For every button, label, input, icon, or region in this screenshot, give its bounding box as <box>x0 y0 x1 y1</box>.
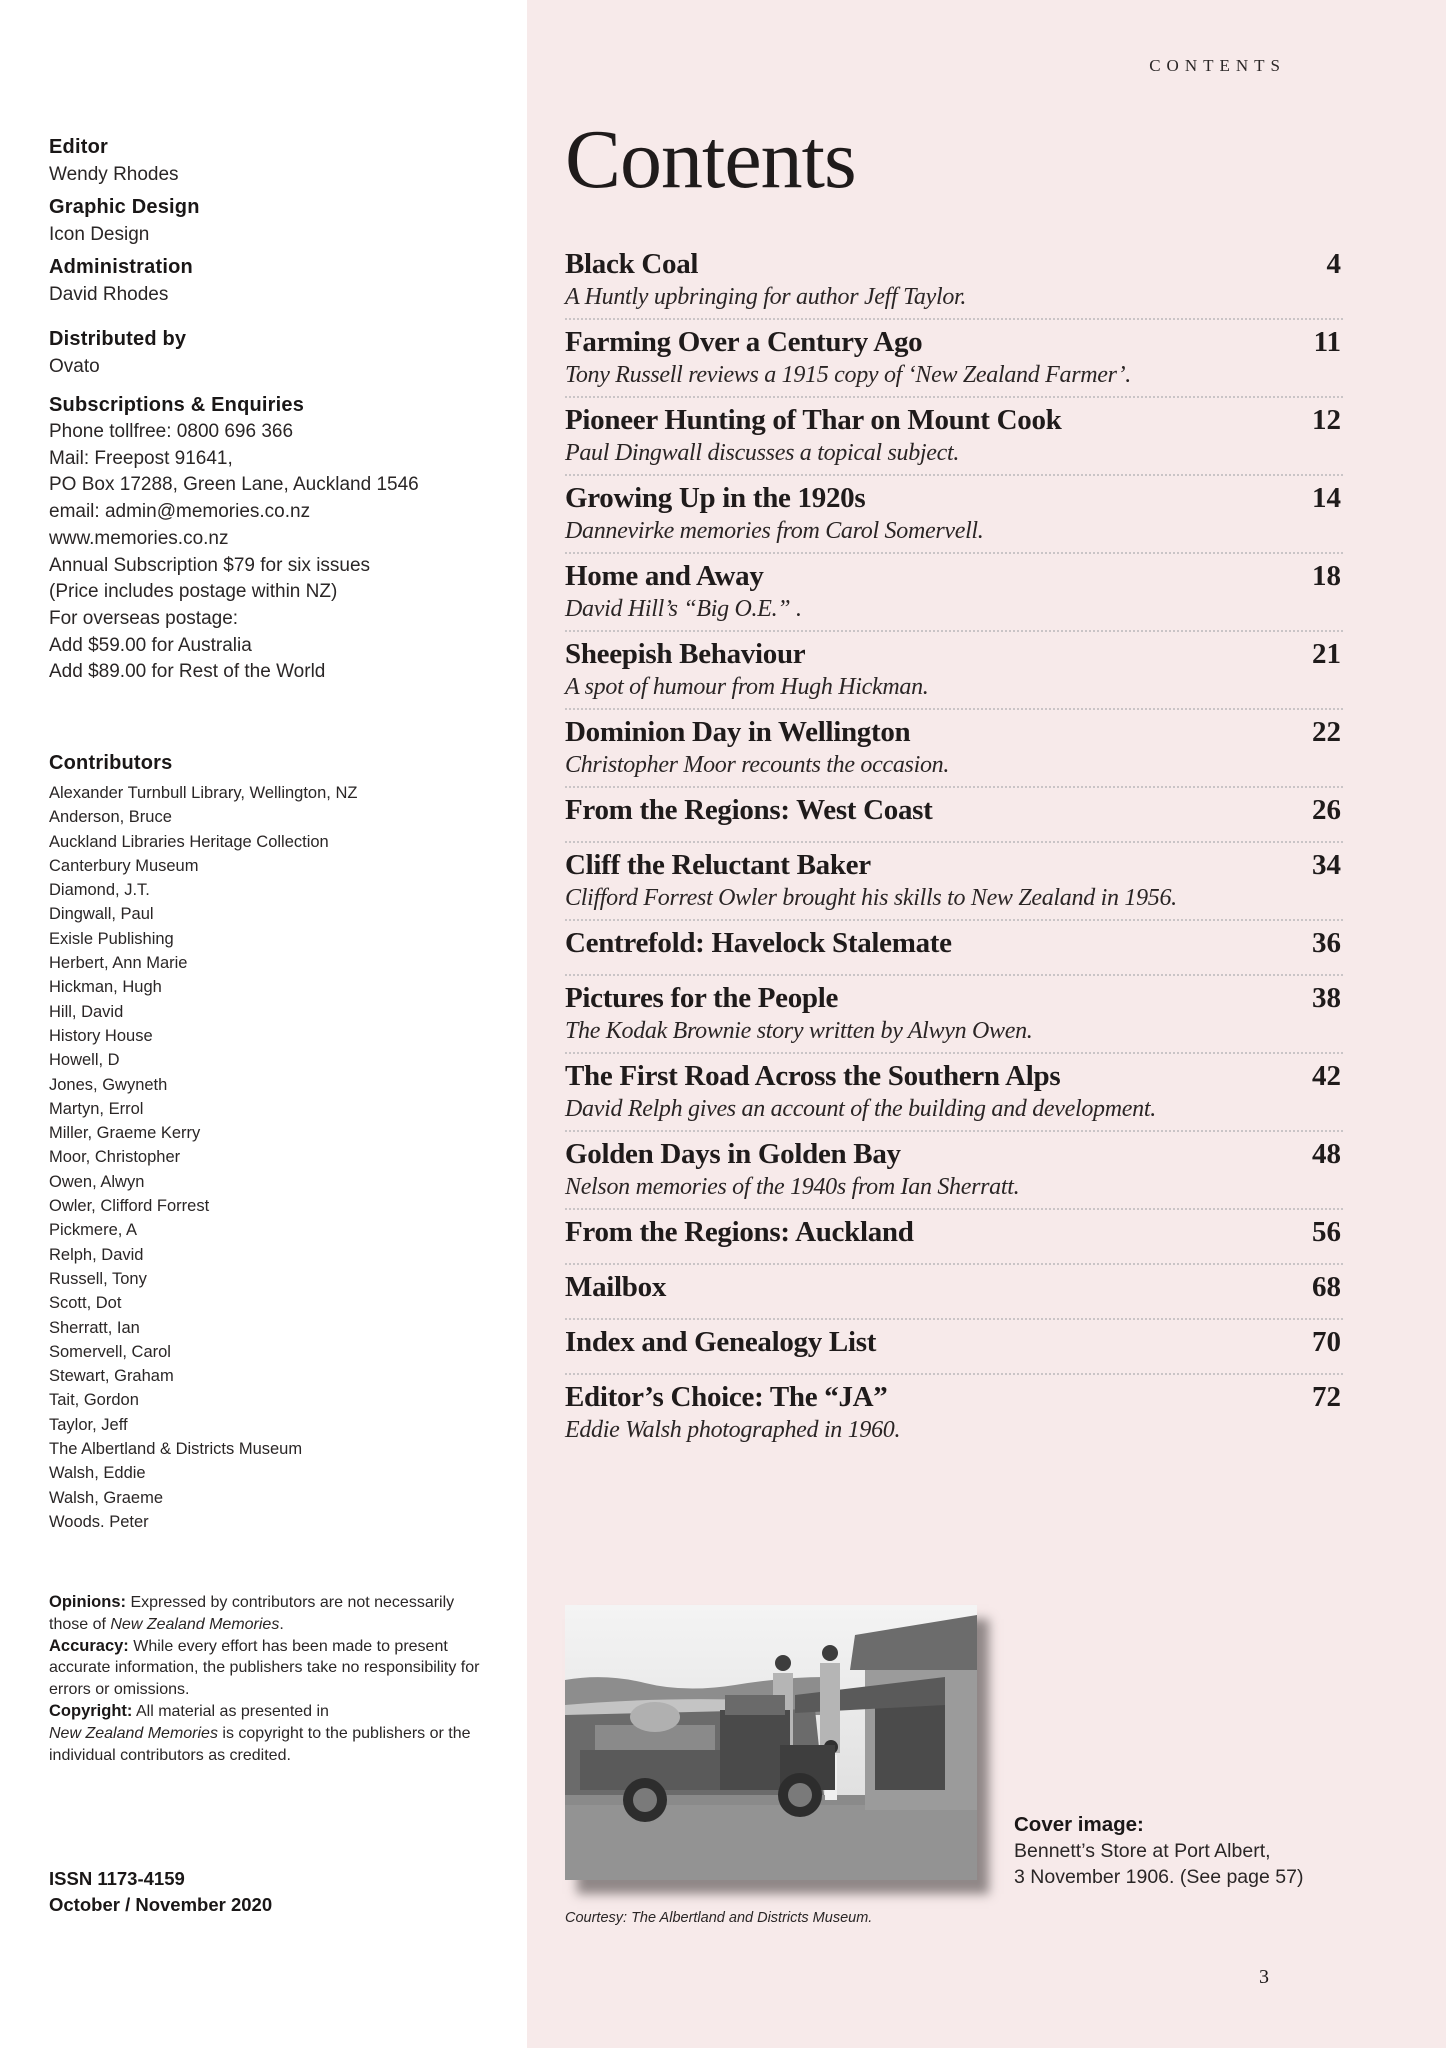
toc-entry[interactable] <box>565 476 1343 554</box>
contributor-item: Taylor, Jeff <box>49 1415 128 1434</box>
toc-entry-title[interactable]: The First Road Across the Southern Alps <box>565 1060 1061 1092</box>
subscriptions-details <box>49 419 509 686</box>
subscription-website-link[interactable]: www.memories.co.nz <box>49 527 229 549</box>
toc-entry-page-number[interactable]: 22 <box>1312 716 1341 748</box>
contributor-item: Somervell, Carol <box>49 1342 171 1361</box>
toc-entry-title[interactable]: Cliff the Reluctant Baker <box>565 849 871 881</box>
toc-entry-page-number[interactable]: 18 <box>1312 560 1341 592</box>
administration-value: David Rhodes <box>49 284 169 305</box>
copyright-text: All material as presented in <box>132 1702 329 1720</box>
administration-label: Administration <box>49 256 193 278</box>
contributors-list <box>49 781 509 1534</box>
overseas-rest-of-world: Add $89.00 for Rest of the World <box>49 661 326 683</box>
toc-entry-row <box>565 1324 1343 1360</box>
toc-entry-title[interactable]: From the Regions: Auckland <box>565 1216 914 1248</box>
contributor-item: Hill, David <box>49 1002 124 1021</box>
contributor-item: Martyn, Errol <box>49 1099 144 1118</box>
contributor-item: Walsh, Eddie <box>49 1464 146 1483</box>
toc-entry-description: Christopher Moor recounts the occasion. <box>565 752 950 778</box>
toc-entry-page-number[interactable]: 26 <box>1312 794 1341 826</box>
toc-entry-title[interactable]: Farming Over a Century Ago <box>565 326 923 358</box>
photo-credit: Courtesy: The Albertland and Districts Museum. <box>565 1910 873 1926</box>
toc-entry[interactable] <box>565 398 1343 476</box>
contributor-item: Diamond, J.T. <box>49 881 150 900</box>
subscription-price-note: (Price includes postage within NZ) <box>49 581 338 603</box>
accuracy-text: While every effort has been made to present accurate information, the publishers take no responsibility for errors or omissions. <box>49 1637 480 1699</box>
masthead-column <box>0 0 527 2048</box>
subscription-po-box: PO Box 17288, Green Lane, Auckland 1546 <box>49 474 419 496</box>
toc-entry[interactable] <box>565 242 1343 320</box>
toc-entry-row <box>565 324 1343 360</box>
toc-entry-title[interactable]: Pictures for the People <box>565 982 839 1014</box>
toc-entry-page-number[interactable]: 11 <box>1313 326 1341 358</box>
overseas-postage-label: For overseas postage: <box>49 607 239 629</box>
toc-entry-row <box>565 1214 1343 1250</box>
cover-photo-image <box>565 1605 977 1880</box>
distributed-by-label: Distributed by <box>49 328 187 350</box>
toc-entry-row <box>565 1379 1343 1415</box>
toc-entry-page-number[interactable]: 12 <box>1312 404 1341 436</box>
cover-caption <box>1014 1812 1303 1890</box>
page-number: 3 <box>1259 1966 1269 1988</box>
toc-entry[interactable] <box>565 710 1343 788</box>
toc-entry[interactable] <box>565 1375 1343 1453</box>
toc-entry[interactable] <box>565 632 1343 710</box>
toc-entry-row <box>565 1269 1343 1305</box>
contributor-item: Miller, Graeme Kerry <box>49 1124 201 1143</box>
contributor-item: Dingwall, Paul <box>49 905 154 924</box>
cover-photo <box>565 1605 977 1880</box>
toc-entry[interactable] <box>565 1210 1343 1265</box>
toc-entry-row <box>565 558 1343 594</box>
toc-entry-row <box>565 1136 1343 1172</box>
toc-entry-page-number[interactable]: 42 <box>1312 1060 1341 1092</box>
contributor-item: Walsh, Graeme <box>49 1488 164 1507</box>
contributor-item: Stewart, Graham <box>49 1367 174 1386</box>
toc-entry-description: Nelson memories of the 1940s from Ian Sherratt. <box>565 1174 1020 1200</box>
contributor-item: Russell, Tony <box>49 1269 147 1288</box>
copyright-label: Copyright: <box>49 1701 133 1720</box>
issue-date: October / November 2020 <box>49 1894 273 1915</box>
editor-value: Wendy Rhodes <box>49 164 179 185</box>
toc-entry-title[interactable]: From the Regions: West Coast <box>565 794 933 826</box>
contents-panel <box>527 0 1446 2048</box>
contributor-item: Pickmere, A <box>49 1221 138 1240</box>
toc-entry-row <box>565 847 1343 883</box>
contributor-item: The Albertland & Districts Museum <box>49 1440 303 1459</box>
issn: ISSN 1173-4159 <box>49 1868 185 1889</box>
opinions-end: . <box>279 1615 284 1633</box>
contributor-item: Scott, Dot <box>49 1294 122 1313</box>
toc-entry-description: Eddie Walsh photographed in 1960. <box>565 1417 901 1443</box>
toc-entry-row <box>565 980 1343 1016</box>
toc-entry-title[interactable]: Home and Away <box>565 560 764 592</box>
toc-entry[interactable] <box>565 1132 1343 1210</box>
toc-entry-title[interactable]: Sheepish Behaviour <box>565 638 806 670</box>
overseas-australia: Add $59.00 for Australia <box>49 634 252 656</box>
contributor-item: Moor, Christopher <box>49 1148 181 1167</box>
contributor-item: Sherratt, Ian <box>49 1318 140 1337</box>
toc-entry-page-number[interactable]: 56 <box>1312 1216 1341 1248</box>
toc-entry-page-number[interactable]: 4 <box>1326 248 1341 280</box>
toc-entry-row <box>565 246 1343 282</box>
toc-entry[interactable] <box>565 976 1343 1054</box>
opinions-label: Opinions: <box>49 1593 126 1611</box>
contributor-item: Auckland Libraries Heritage Collection <box>49 832 329 851</box>
toc-entry-description: Clifford Forrest Owler brought his skills to New Zealand in 1956. <box>565 885 1177 911</box>
toc-entry-page-number[interactable]: 36 <box>1312 927 1341 959</box>
toc-entry-page-number[interactable]: 48 <box>1312 1138 1341 1170</box>
cover-caption-line-2: 3 November 1906. (See page 57) <box>1014 1866 1304 1888</box>
toc-entry-description: The Kodak Brownie story written by Alwyn Owen. <box>565 1018 1033 1044</box>
toc-entry[interactable] <box>565 788 1343 843</box>
toc-entry-description: Tony Russell reviews a 1915 copy of ‘New Zealand Farmer’. <box>565 362 1131 388</box>
toc-entry[interactable] <box>565 554 1343 632</box>
toc-entry-row <box>565 402 1343 438</box>
toc-entry-title[interactable]: Black Coal <box>565 248 699 280</box>
publication-name: New Zealand Memories <box>49 1724 218 1742</box>
toc-entry-title[interactable]: Growing Up in the 1920s <box>565 482 866 514</box>
toc-entry-title[interactable]: Mailbox <box>565 1271 667 1303</box>
toc-entry-row <box>565 925 1343 961</box>
contributor-item: Howell, D <box>49 1051 120 1070</box>
publication-name: New Zealand Memories <box>110 1615 280 1633</box>
subscriptions-label: Subscriptions & Enquiries <box>49 394 305 416</box>
contributor-item: Anderson, Bruce <box>49 808 172 827</box>
subscription-mail: Mail: Freepost 91641, <box>49 447 233 469</box>
subscription-price: Annual Subscription $79 for six issues <box>49 554 371 576</box>
contributor-item: Owen, Alwyn <box>49 1172 145 1191</box>
page-title: Contents <box>565 113 856 206</box>
toc-entry-description: Dannevirke memories from Carol Somervell. <box>565 518 984 544</box>
legal-notice <box>49 1592 489 1766</box>
toc-entry[interactable] <box>565 843 1343 921</box>
toc-entry-page-number[interactable]: 14 <box>1312 482 1341 514</box>
issue-info <box>49 1866 272 1918</box>
contributor-item: Alexander Turnbull Library, Wellington, NZ <box>49 784 358 802</box>
contributor-item: Owler, Clifford Forrest <box>49 1197 210 1216</box>
toc-entry-page-number[interactable]: 70 <box>1312 1326 1341 1358</box>
toc-entry-row <box>565 792 1343 828</box>
subscription-phone: Phone tollfree: 0800 696 366 <box>49 421 294 442</box>
toc-entry[interactable] <box>565 320 1343 398</box>
toc-entry-row <box>565 480 1343 516</box>
toc-entry-page-number[interactable]: 38 <box>1312 982 1341 1014</box>
toc-entry[interactable] <box>565 1054 1343 1132</box>
contributor-item: Woods. Peter <box>49 1512 149 1531</box>
toc-entry-row <box>565 1058 1343 1094</box>
editor-label: Editor <box>49 136 108 158</box>
table-of-contents <box>565 242 1343 1453</box>
toc-entry-page-number[interactable]: 21 <box>1312 638 1341 670</box>
contributor-item: Exisle Publishing <box>49 929 174 948</box>
contributor-item: History House <box>49 1026 153 1045</box>
contributors-label: Contributors <box>49 752 173 774</box>
contributors-section <box>49 749 509 1534</box>
toc-entry-description: Paul Dingwall discusses a topical subject. <box>565 440 960 466</box>
toc-entry-page-number[interactable]: 72 <box>1312 1381 1341 1413</box>
toc-entry-row <box>565 714 1343 750</box>
toc-entry-title[interactable]: Index and Genealogy List <box>565 1326 877 1358</box>
running-head: CONTENTS <box>1149 56 1286 75</box>
masthead <box>49 133 509 686</box>
cover-caption-line-1: Bennett’s Store at Port Albert, <box>1014 1840 1271 1862</box>
distributed-by-value: Ovato <box>49 356 100 377</box>
opinions-text: Expressed by contributors are not necessarily those of <box>49 1594 455 1633</box>
toc-entry[interactable] <box>565 1265 1343 1320</box>
graphic-design-label: Graphic Design <box>49 196 200 218</box>
subscription-email-link[interactable]: email: admin@memories.co.nz <box>49 501 311 523</box>
graphic-design-value: Icon Design <box>49 224 150 245</box>
toc-entry-title[interactable]: Pioneer Hunting of Thar on Mount Cook <box>565 404 1062 436</box>
accuracy-label: Accuracy: <box>49 1636 129 1655</box>
contributor-item: Herbert, Ann Marie <box>49 954 188 973</box>
toc-entry-title[interactable]: Editor’s Choice: The “JA” <box>565 1381 888 1413</box>
toc-entry-description: David Hill’s “Big O.E.” . <box>565 596 802 622</box>
toc-entry-description: A spot of humour from Hugh Hickman. <box>565 674 929 700</box>
toc-entry-title[interactable]: Dominion Day in Wellington <box>565 716 911 748</box>
toc-entry-title[interactable]: Golden Days in Golden Bay <box>565 1138 901 1170</box>
contributor-item: Jones, Gwyneth <box>49 1075 168 1094</box>
toc-entry-description: A Huntly upbringing for author Jeff Taylor. <box>565 284 967 310</box>
contributor-item: Canterbury Museum <box>49 856 199 875</box>
toc-entry[interactable] <box>565 1320 1343 1375</box>
contributor-item: Relph, David <box>49 1245 144 1264</box>
toc-entry-page-number[interactable]: 68 <box>1312 1271 1341 1303</box>
contributor-item: Hickman, Hugh <box>49 978 162 997</box>
copyright-text-end: is copyright to the publishers or the individual contributors as credited. <box>49 1724 471 1764</box>
toc-entry-description: David Relph gives an account of the building and development. <box>565 1096 1156 1122</box>
toc-entry-row <box>565 636 1343 672</box>
toc-entry[interactable] <box>565 921 1343 976</box>
cover-caption-label: Cover image: <box>1014 1813 1144 1836</box>
contributor-item: Tait, Gordon <box>49 1391 139 1410</box>
toc-entry-title[interactable]: Centrefold: Havelock Stalemate <box>565 927 952 959</box>
toc-entry-page-number[interactable]: 34 <box>1312 849 1341 881</box>
